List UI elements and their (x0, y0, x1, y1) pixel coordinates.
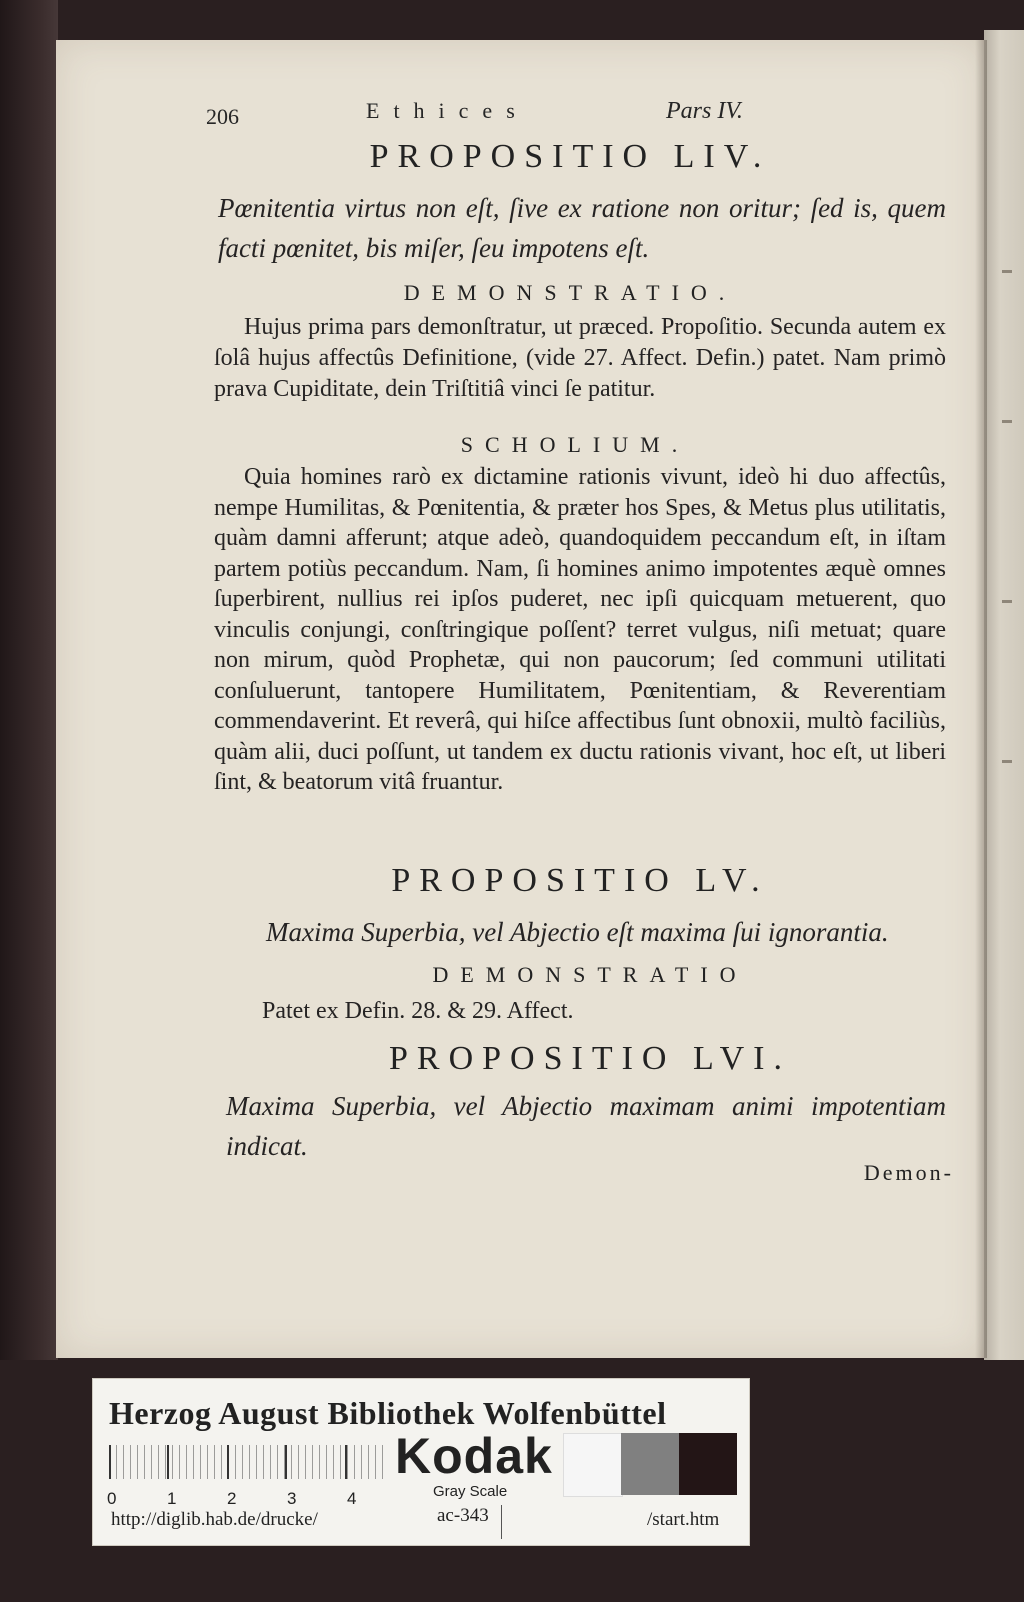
running-part: Pars IV. (666, 98, 743, 124)
proposition-55-demonstratio: Patet ex Defin. 28. & 29. Affect. (262, 998, 574, 1024)
gray-scale-label: Gray Scale (433, 1483, 508, 1500)
ruler-number: 4 (347, 1489, 357, 1508)
library-name: Herzog August Bibliothek Wolfenbüttel (109, 1395, 667, 1431)
bleed-mark (1002, 420, 1012, 423)
bleed-mark (1002, 760, 1012, 763)
catchword: Demon- (863, 1160, 954, 1185)
ruler-major-tick (285, 1445, 287, 1479)
proposition-56-heading: PROPOSITIO LVI. (388, 1040, 791, 1077)
facing-page-edge (984, 30, 1024, 1360)
page-gutter-shadow (975, 40, 987, 1358)
proposition-55-demonstratio-heading: DEMONSTRATIO (432, 962, 748, 987)
proposition-54-demonstratio-heading: DEMONSTRATIO. (403, 280, 737, 305)
scholium-text: Quia homines rarò ex dictamine rationis vivunt, ideò hi duo affectûs, nempe Humilitas, & Pœnitentia, & præter hos Spes, & Metus plus utilitatis, quàm damni afferunt; atque adeò, quandoquidem peccandum eſt, in iſtam partem potiùs peccandum. Nam, ſi homines animo impotentes æquè omnes ſuperbirent, nullius rei ipſos puderet, nec ipſi quicquam metuerent, quo vinculis conjungi, conſtringique poſſent? terret vulgus, niſi metuat; quare non mirum, quòd Prophetæ, qui non paucorum; ſed communi utilitati conſuluerunt, tantopere Humilitatem, Pœnitentiam, & Reverentiam commendaverint. Et reverâ, qui hiſce affectibus ſunt obnoxii, multò faciliùs, quàm alii, duci poſſunt, ut tandem ex ductu rationis vivant, hoc eſt, ut liberi ſint, & beatorum vitâ fruantur. (214, 464, 946, 795)
proposition-54-heading: PROPOSITIO LIV. (369, 138, 771, 175)
start-page-path: /start.htm (647, 1509, 720, 1530)
running-title: Ethices (366, 98, 529, 123)
bleed-mark (1002, 270, 1012, 273)
swatch-white (563, 1433, 623, 1497)
ruler-major-tick (109, 1445, 111, 1479)
proposition-55-heading: PROPOSITIO LV. (391, 862, 769, 899)
kodak-brand: Kodak (395, 1428, 553, 1484)
library-label-card (92, 1378, 750, 1546)
proposition-54-demonstratio: Hujus prima pars demonſtratur, ut præced. Propoſitio. Secunda autem ex ſolâ hujus affectûs Definitione, (vide 27. Affect. Defin.) patet. Nam primò prava Cupiditate, dein Triſtitiâ vinci ſe patitur. (214, 314, 946, 402)
swatch-black (679, 1433, 737, 1495)
proposition-56-statement: Maxima Superbia, vel Abjectio maximam animi impotentiam indicat. (226, 1091, 946, 1161)
scan-background-left (0, 0, 58, 1360)
bleed-mark (1002, 600, 1012, 603)
ruler-number: 3 (287, 1489, 297, 1508)
ruler-major-tick (167, 1445, 169, 1479)
calibration-ruler (109, 1445, 385, 1479)
ruler-number: 2 (227, 1489, 237, 1508)
ruler-major-tick (227, 1445, 229, 1479)
ruler-ticks (109, 1445, 385, 1479)
ruler-major-tick (345, 1445, 347, 1479)
library-url: http://diglib.hab.de/drucke/ (111, 1509, 318, 1530)
ruler-number: 0 (107, 1489, 117, 1508)
shelfmark: ac-343 (437, 1505, 502, 1539)
page-number: 206 (206, 104, 239, 129)
proposition-55-statement: Maxima Superbia, vel Abjectio eſt maxima ſui ignorantia. (266, 917, 889, 947)
proposition-54-statement: Pœnitentia virtus non eſt, ſive ex ratione non oritur; ſed is, quem facti pœnitet, bis miſer, ſeu impotens eſt. (218, 193, 946, 263)
swatch-gray (621, 1433, 679, 1495)
scholium-heading: SCHOLIUM. (460, 432, 690, 457)
ruler-number: 1 (167, 1489, 177, 1508)
